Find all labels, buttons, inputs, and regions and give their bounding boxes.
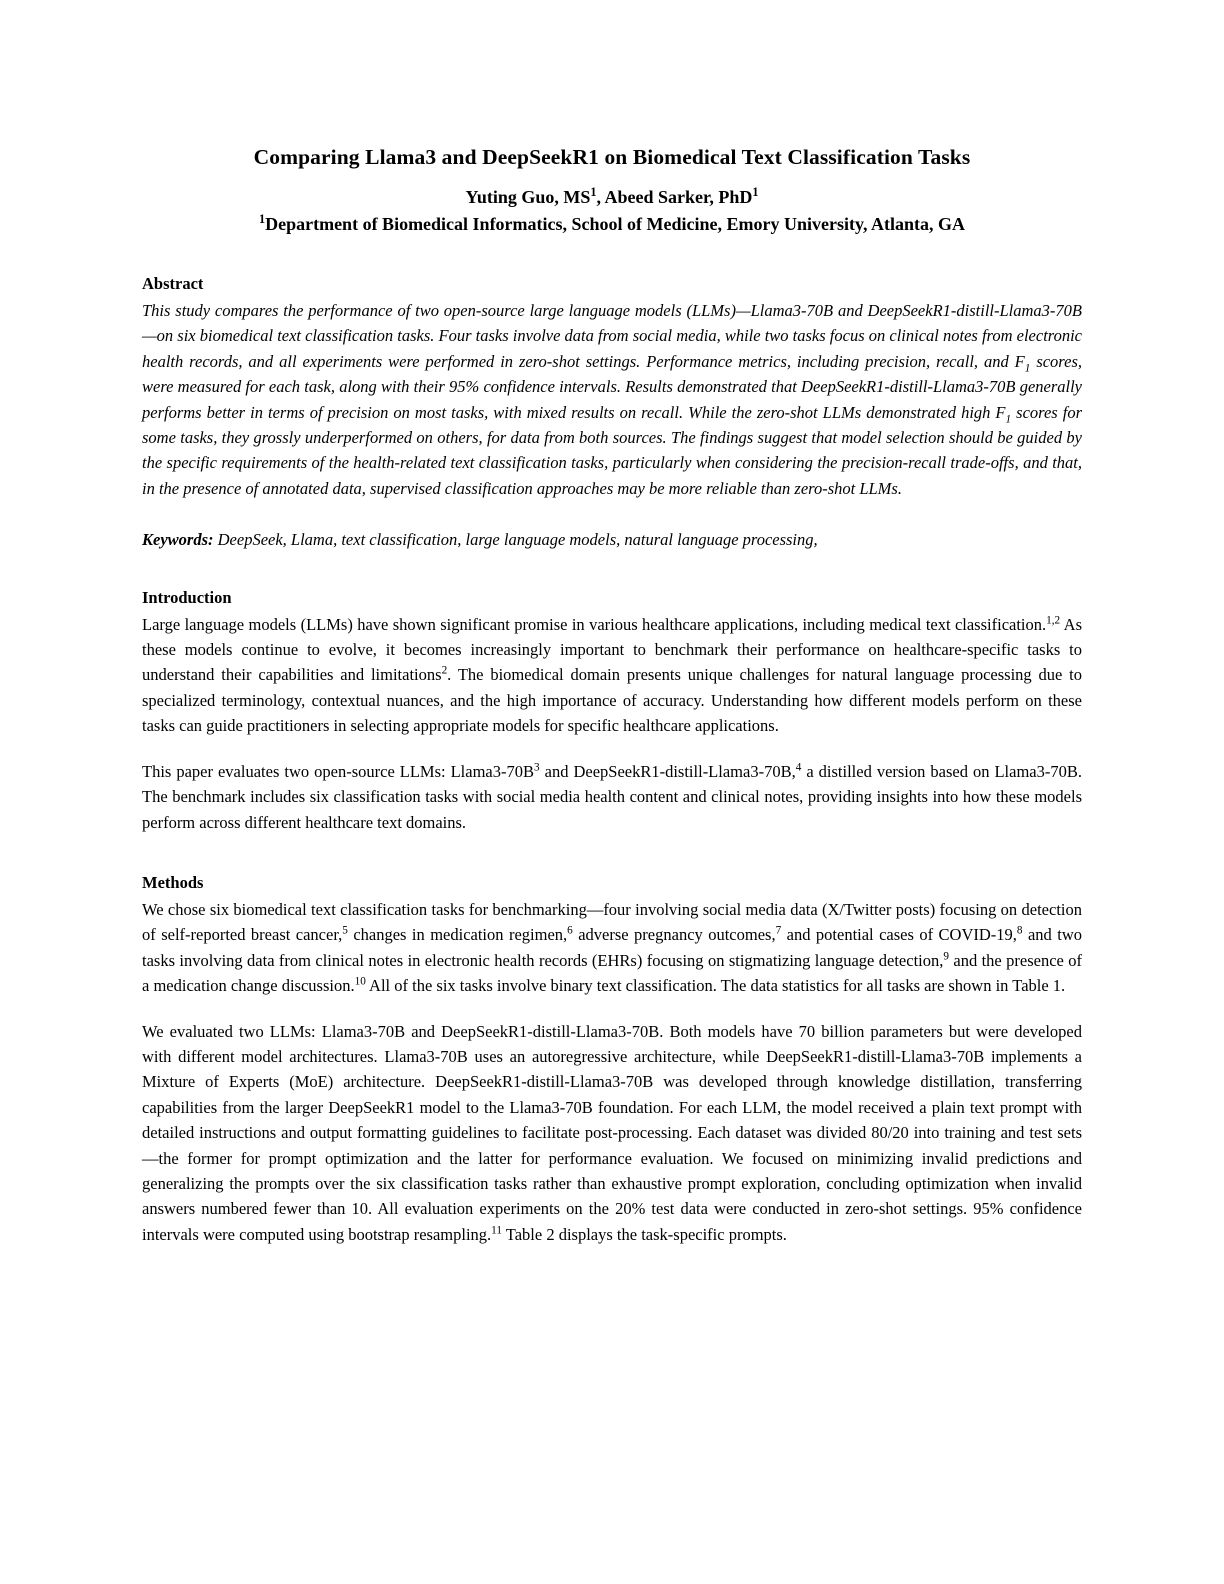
methods-p1-text-a: We chose six biomedical text classification tasks for benchmarking—four involving social media data (X/Twitter posts) focusing on detection of self-reported breast cancer, (142, 899, 1082, 945)
methods-paragraph-2 (142, 1019, 1082, 1248)
abstract-paragraph (142, 298, 1082, 501)
introduction-paragraph-1 (142, 612, 1082, 739)
abstract-text-part-1: This study compares the performance of two open-source large language models (LLMs)—Llama3-70B and DeepSeekR1-distill-Llama3-70B—on six biomedical text classification tasks. Four tasks involve data from social media, while two tasks focus on clinical notes from electronic health records, and all experiments were performed in zero-shot settings. Performance metrics, including precision, recall, and F (142, 301, 1082, 371)
author-affiliation-marker-2: 1 (752, 185, 759, 199)
methods-p2-text-a: We evaluated two LLMs: Llama3-70B and DeepSeekR1-distill-Llama3-70B. Both models have 70 billion parameters but were developed with different model architectures. Llama3-70B uses an autoregressive architecture, while DeepSeekR1-distill-Llama3-70B implements a Mixture of Experts (MoE) architecture. DeepSeekR1-distill-Llama3-70B was developed through knowledge distillation, transferring capabilities from the larger DeepSeekR1 model to the Llama3-70B foundation. For each LLM, the model received a plain text prompt with detailed instructions and output formatting guidelines to facilitate post-processing. Each dataset was divided 80/20 into training and test sets—the former for prompt optimization and the latter for performance evaluation. We focused on minimizing invalid predictions and generalizing the prompts over the six classification tasks rather than exhaustive prompt exploration, concluding optimization when invalid answers numbered fewer than 10. All evaluation experiments on the 20% test data were conducted in zero-shot settings. 95% confidence intervals were computed using bootstrap resampling. (142, 1021, 1082, 1244)
author-line (142, 184, 1082, 210)
abstract-text-part-3: scores for some tasks, they grossly underperformed on others, for data from both sources. The findings suggest that model selection should be guided by the specific requirements of the health-related text classification tasks, particularly when considering the precision-recall trade-offs, and that, in the presence of annotated data, supervised classification approaches may be more reliable than zero-shot LLMs. (142, 402, 1082, 498)
author-names-first: Yuting Guo, MS (465, 187, 591, 207)
introduction-heading: Introduction (142, 587, 232, 607)
citation-ref-3: 3 (534, 761, 540, 774)
intro-p2-text-c: a distilled version based on Llama3-70B. The benchmark includes six classification tasks with social media health content and clinical notes, providing insights into how these models perform across different healthcare text domains. (142, 761, 1082, 832)
affiliation-text-line2: Atlanta, GA (871, 214, 966, 234)
f1-subscript-2: 1 (1005, 412, 1012, 425)
introduction-paragraph-2 (142, 759, 1082, 835)
author-names-second: , Abeed Sarker, PhD (596, 187, 753, 207)
abstract-section (142, 272, 1082, 553)
methods-p2-text-b: Table 2 displays the task-specific prompts. (501, 1224, 787, 1244)
citation-ref-1-2: 1,2 (1046, 614, 1061, 627)
abstract-text-part-2: scores, were measured for each task, along with their 95% confidence intervals. Results demonstrated that DeepSeekR1-distill-Llama3-70B generally performs better in terms of precision on most tasks, with mixed results on recall. While the zero-shot LLMs demonstrated high F (142, 351, 1082, 422)
f1-subscript-1: 1 (1024, 362, 1031, 375)
keywords-line (142, 527, 1082, 552)
page-content-column (142, 0, 1082, 1247)
affiliation-marker: 1 (258, 212, 266, 226)
intro-p1-text-a: Large language models (LLMs) have shown significant promise in various healthcare applications, including medical text classification. (142, 614, 1047, 634)
citation-ref-6: 6 (567, 924, 573, 937)
abstract-heading: Abstract (142, 274, 204, 293)
citation-ref-10: 10 (354, 975, 366, 988)
methods-section (142, 871, 1082, 1247)
methods-p1-text-c: adverse pregnancy outcomes, (572, 925, 776, 945)
methods-p1-text-g: All of the six tasks involve binary text classification. The data statistics for all tasks are shown in Table 1. (365, 976, 1066, 996)
citation-ref-11: 11 (491, 1224, 502, 1237)
methods-heading: Methods (142, 872, 204, 892)
title-block (142, 0, 1082, 238)
methods-p1-text-f: and the presence of a medication change discussion. (142, 950, 1083, 996)
page-title: Comparing Llama3 and DeepSeekR1 on Biomedical Text Classification Tasks (253, 145, 971, 169)
citation-ref-7: 7 (775, 924, 782, 937)
citation-ref-2: 2 (441, 664, 448, 677)
methods-paragraph-1 (142, 897, 1082, 999)
intro-p1-text-b: As these models continue to evolve, it becomes increasingly important to benchmark their performance on healthcare-specific tasks to understand their capabilities and limitations (142, 614, 1082, 685)
intro-p2-text-b: and DeepSeekR1-distill-Llama3-70B, (539, 761, 796, 781)
intro-p1-text-c: . The biomedical domain presents unique challenges for natural language processing due to specialized terminology, contextual nuances, and the high importance of accuracy. Understanding how different models perform on these tasks can guide practitioners in selecting appropriate models for specific healthcare applications. (142, 665, 1083, 736)
keywords-values: DeepSeek, Llama, text classification, large language models, natural language processing, (213, 530, 818, 550)
keywords-label: Keywords: (142, 530, 214, 550)
methods-p1-text-d: and potential cases of COVID-19, (781, 925, 1017, 945)
citation-ref-5: 5 (342, 924, 348, 937)
citation-ref-8: 8 (1016, 924, 1023, 937)
affiliation-line (142, 210, 1082, 238)
introduction-section (142, 586, 1082, 835)
methods-p1-text-e: and two tasks involving data from clinical notes in electronic health records (EHRs) focusing on stigmatizing language detection, (142, 925, 1083, 970)
methods-p1-text-b: changes in medication regimen, (347, 925, 568, 945)
affiliation-text-line1: Department of Biomedical Informatics, School of Medicine, Emory University, (265, 214, 868, 234)
citation-ref-4: 4 (795, 761, 802, 774)
intro-p2-text-a: This paper evaluates two open-source LLMs: Llama3-70B (142, 761, 535, 781)
citation-ref-9: 9 (943, 950, 949, 963)
author-affiliation-marker-1: 1 (590, 185, 597, 199)
